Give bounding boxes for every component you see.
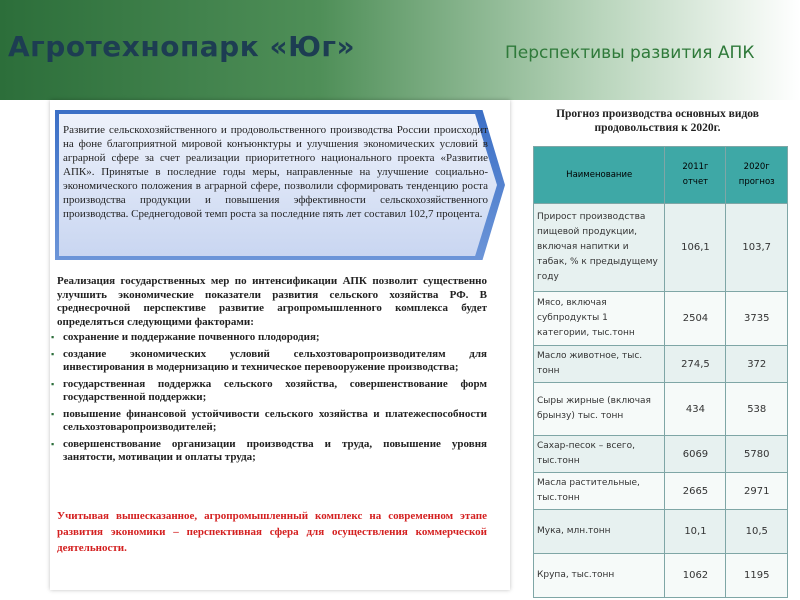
header-2011 bbox=[665, 147, 726, 204]
row-2020: 10,5 bbox=[726, 510, 788, 554]
page-title: Агротехнопарк «Юг» bbox=[8, 30, 356, 63]
row-2011: 274,5 bbox=[665, 346, 726, 383]
row-name: Масло животное, тыс. тонн bbox=[534, 346, 665, 383]
row-name: Прирост производства пищевой продукции, включая напитки и табак, % к предыдущему году bbox=[534, 204, 665, 292]
header-2011-label: отчет bbox=[682, 177, 709, 187]
main-text-block bbox=[57, 275, 487, 468]
row-name: Сыры жирные (включая брынзу) тыс. тонн bbox=[534, 383, 665, 436]
table-row bbox=[534, 554, 788, 598]
factor-item: ▪ совершенствование организации производства и труда, повышение уровня занятости, мотивации и оплаты труда; bbox=[57, 438, 487, 465]
page-subtitle: Перспективы развития АПК bbox=[505, 43, 755, 63]
row-2011: 2665 bbox=[665, 473, 726, 510]
header-2020 bbox=[726, 147, 788, 204]
forecast-table bbox=[533, 146, 788, 598]
row-2020: 3735 bbox=[726, 292, 788, 346]
table-header-row bbox=[534, 147, 788, 204]
factor-item: ▪ сохранение и поддержание почвенного плодородия; bbox=[57, 331, 487, 345]
intro-paragraph: Реализация государственных мер по интенсификации АПК позволит существенно улучшить экономические показатели развития сельского хозяйства РФ. В среднесрочной перспективе развитие агропромышленного комплекса будет определяться следующими факторами: bbox=[57, 275, 487, 328]
row-2011: 2504 bbox=[665, 292, 726, 346]
row-2020: 2971 bbox=[726, 473, 788, 510]
row-2020: 103,7 bbox=[726, 204, 788, 292]
row-2011: 1062 bbox=[665, 554, 726, 598]
row-name: Мясо, включая субпродукты 1 категории, тыс.тонн bbox=[534, 292, 665, 346]
row-2011: 434 bbox=[665, 383, 726, 436]
row-2011: 6069 bbox=[665, 436, 726, 473]
table-row bbox=[534, 436, 788, 473]
factor-item: ▪ государственная поддержка сельского хозяйства, совершенствование форм государственной поддержки; bbox=[57, 378, 487, 405]
header-2020-year: 2020г bbox=[743, 162, 770, 172]
row-2011: 10,1 bbox=[665, 510, 726, 554]
row-name: Мука, млн.тонн bbox=[534, 510, 665, 554]
row-2020: 538 bbox=[726, 383, 788, 436]
factor-item: ▪ создание экономических условий сельхозтоваропроизводителям для инвестирования в модернизацию и техническое перевооружение производства; bbox=[57, 348, 487, 375]
table-row bbox=[534, 346, 788, 383]
table-row bbox=[534, 292, 788, 346]
row-2020: 1195 bbox=[726, 554, 788, 598]
header-banner bbox=[0, 0, 800, 100]
header-2011-year: 2011г bbox=[682, 162, 709, 172]
conclusion-text: Учитывая вышесказанное, агропромышленный комплекс на современном этапе развития экономики – перспективная сфера для осуществления коммерческой деятельности. bbox=[57, 510, 487, 554]
row-2020: 372 bbox=[726, 346, 788, 383]
row-name: Масла растительные, тыс.тонн bbox=[534, 473, 665, 510]
header-name: Наименование bbox=[534, 147, 665, 204]
row-name: Сахар-песок – всего, тыс.тонн bbox=[534, 436, 665, 473]
table-title: Прогноз производства основных видов продовольствия к 2020г. bbox=[556, 108, 759, 134]
header-2020-label: прогноз bbox=[738, 177, 775, 187]
factor-item: ▪ повышение финансовой устойчивости сельского хозяйства и платежеспособности сельхозтоваропроизводителей; bbox=[57, 408, 487, 435]
table-row bbox=[534, 204, 788, 292]
table-row bbox=[534, 510, 788, 554]
row-2020: 5780 bbox=[726, 436, 788, 473]
row-name: Крупа, тыс.тонн bbox=[534, 554, 665, 598]
factor-list bbox=[57, 331, 487, 465]
table-row bbox=[534, 383, 788, 436]
row-2011: 106,1 bbox=[665, 204, 726, 292]
table-row bbox=[534, 473, 788, 510]
arrow-callout-text: Развитие сельскохозяйственного и продовольственного производства России происходит на фоне благоприятной мировой конъюнктуры и улучшения экономических условий в аграрной сфере за счет реализации приоритетного национального проекта «Развитие АПК». Принятые в последние годы меры, направленные на улучшение социально-экономического положения в аграрной сфере, позволили сформировать тенденцию роста производства продукции и повышения эффективности сельскохозяйственного производства. Среднегодовой темп роста за последние пять лет составил 102,7 процента. bbox=[63, 124, 488, 220]
